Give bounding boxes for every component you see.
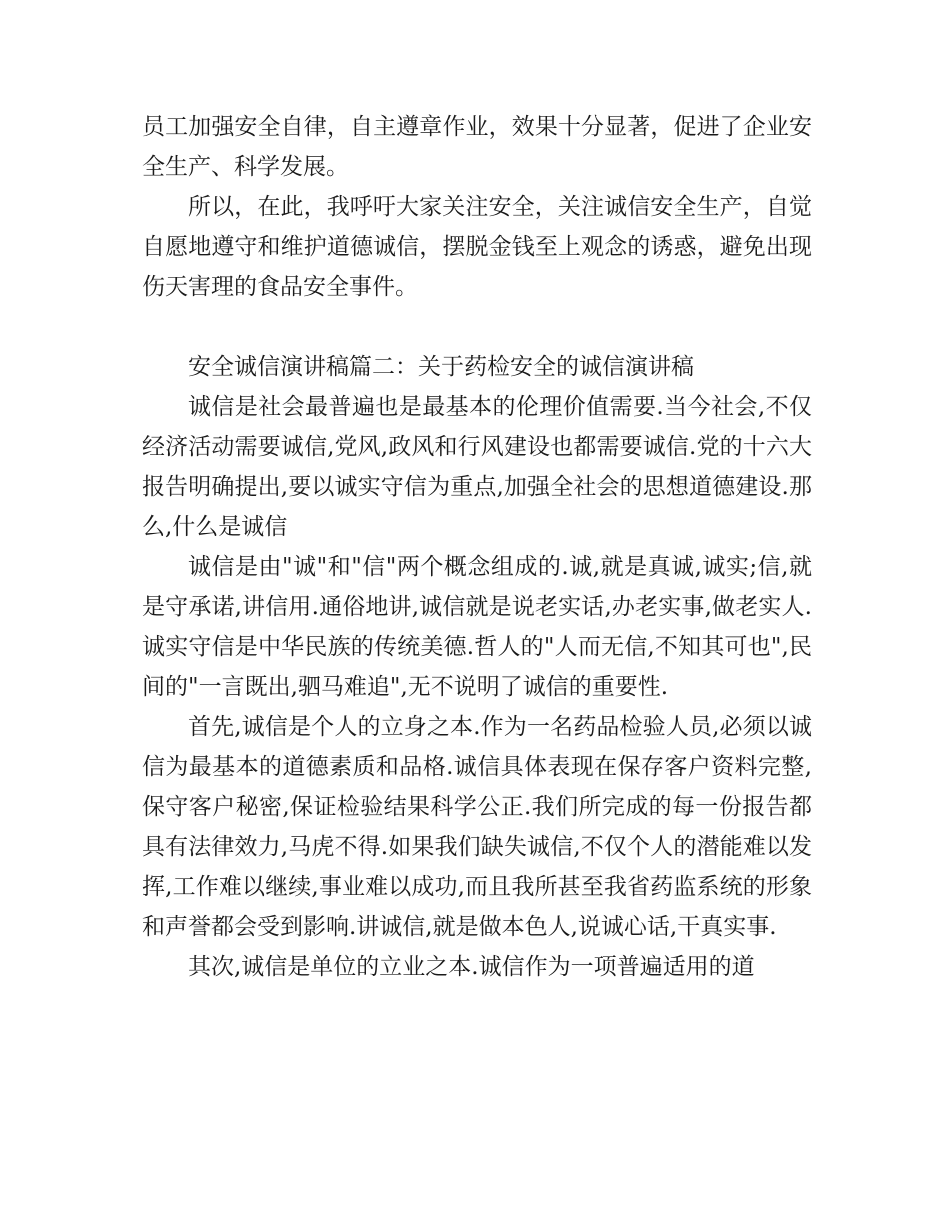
paragraph-first-point: 首先,诚信是个人的立身之本.作为一名药品检验人员,必须以诚信为最基本的道德素质和品格.诚信具体表现在保存客户资料完整,保守客户秘密,保证检验结果科学公正.我们所完成的每一份报告都具有法律效力,马虎不得.如果我们缺失诚信,不仅个人的潜能难以发挥,工作难以继续,事业难以成功,而且我所甚至我省药监系统的形象和声誉都会受到影响.讲诚信,就是做本色人,说诚心话,干真实事. (142, 714, 812, 940)
paragraph-continuation: 员工加强安全自律，自主遵章作业，效果十分显著，促进了企业安全生产、科学发展。 (142, 114, 812, 180)
section-heading: 安全诚信演讲稿篇二：关于药检安全的诚信演讲稿 (188, 354, 694, 380)
paragraph-definition: 诚信是由"诚"和"信"两个概念组成的.诚,就是真诚,诚实;信,就是守承诺,讲信用.通俗地讲,诚信就是说老实话,办老实事,做老实人.诚实守信是中华民族的传统美德.哲人的"人而无信,不知其可也",民间的"一言既出,驷马难追",无不说明了诚信的重要性. (142, 554, 812, 700)
paragraph-intro: 诚信是社会最普遍也是最基本的伦理价值需要.当今社会,不仅经济活动需要诚信,党风,政风和行风建设也都需要诚信.党的十六大报告明确提出,要以诚实守信为重点,加强全社会的思想道德建设.那么,什么是诚信 (142, 394, 812, 540)
paragraph-gap (142, 307, 812, 347)
document-body (142, 107, 812, 987)
paragraph-second-point: 其次,诚信是单位的立业之本.诚信作为一项普遍适用的道 (188, 954, 755, 980)
paragraph-appeal: 所以，在此，我呼吁大家关注安全，关注诚信安全生产，自觉自愿地遵守和维护道德诚信，摆脱金钱至上观念的诱惑，避免出现伤天害理的食品安全事件。 (142, 194, 812, 300)
